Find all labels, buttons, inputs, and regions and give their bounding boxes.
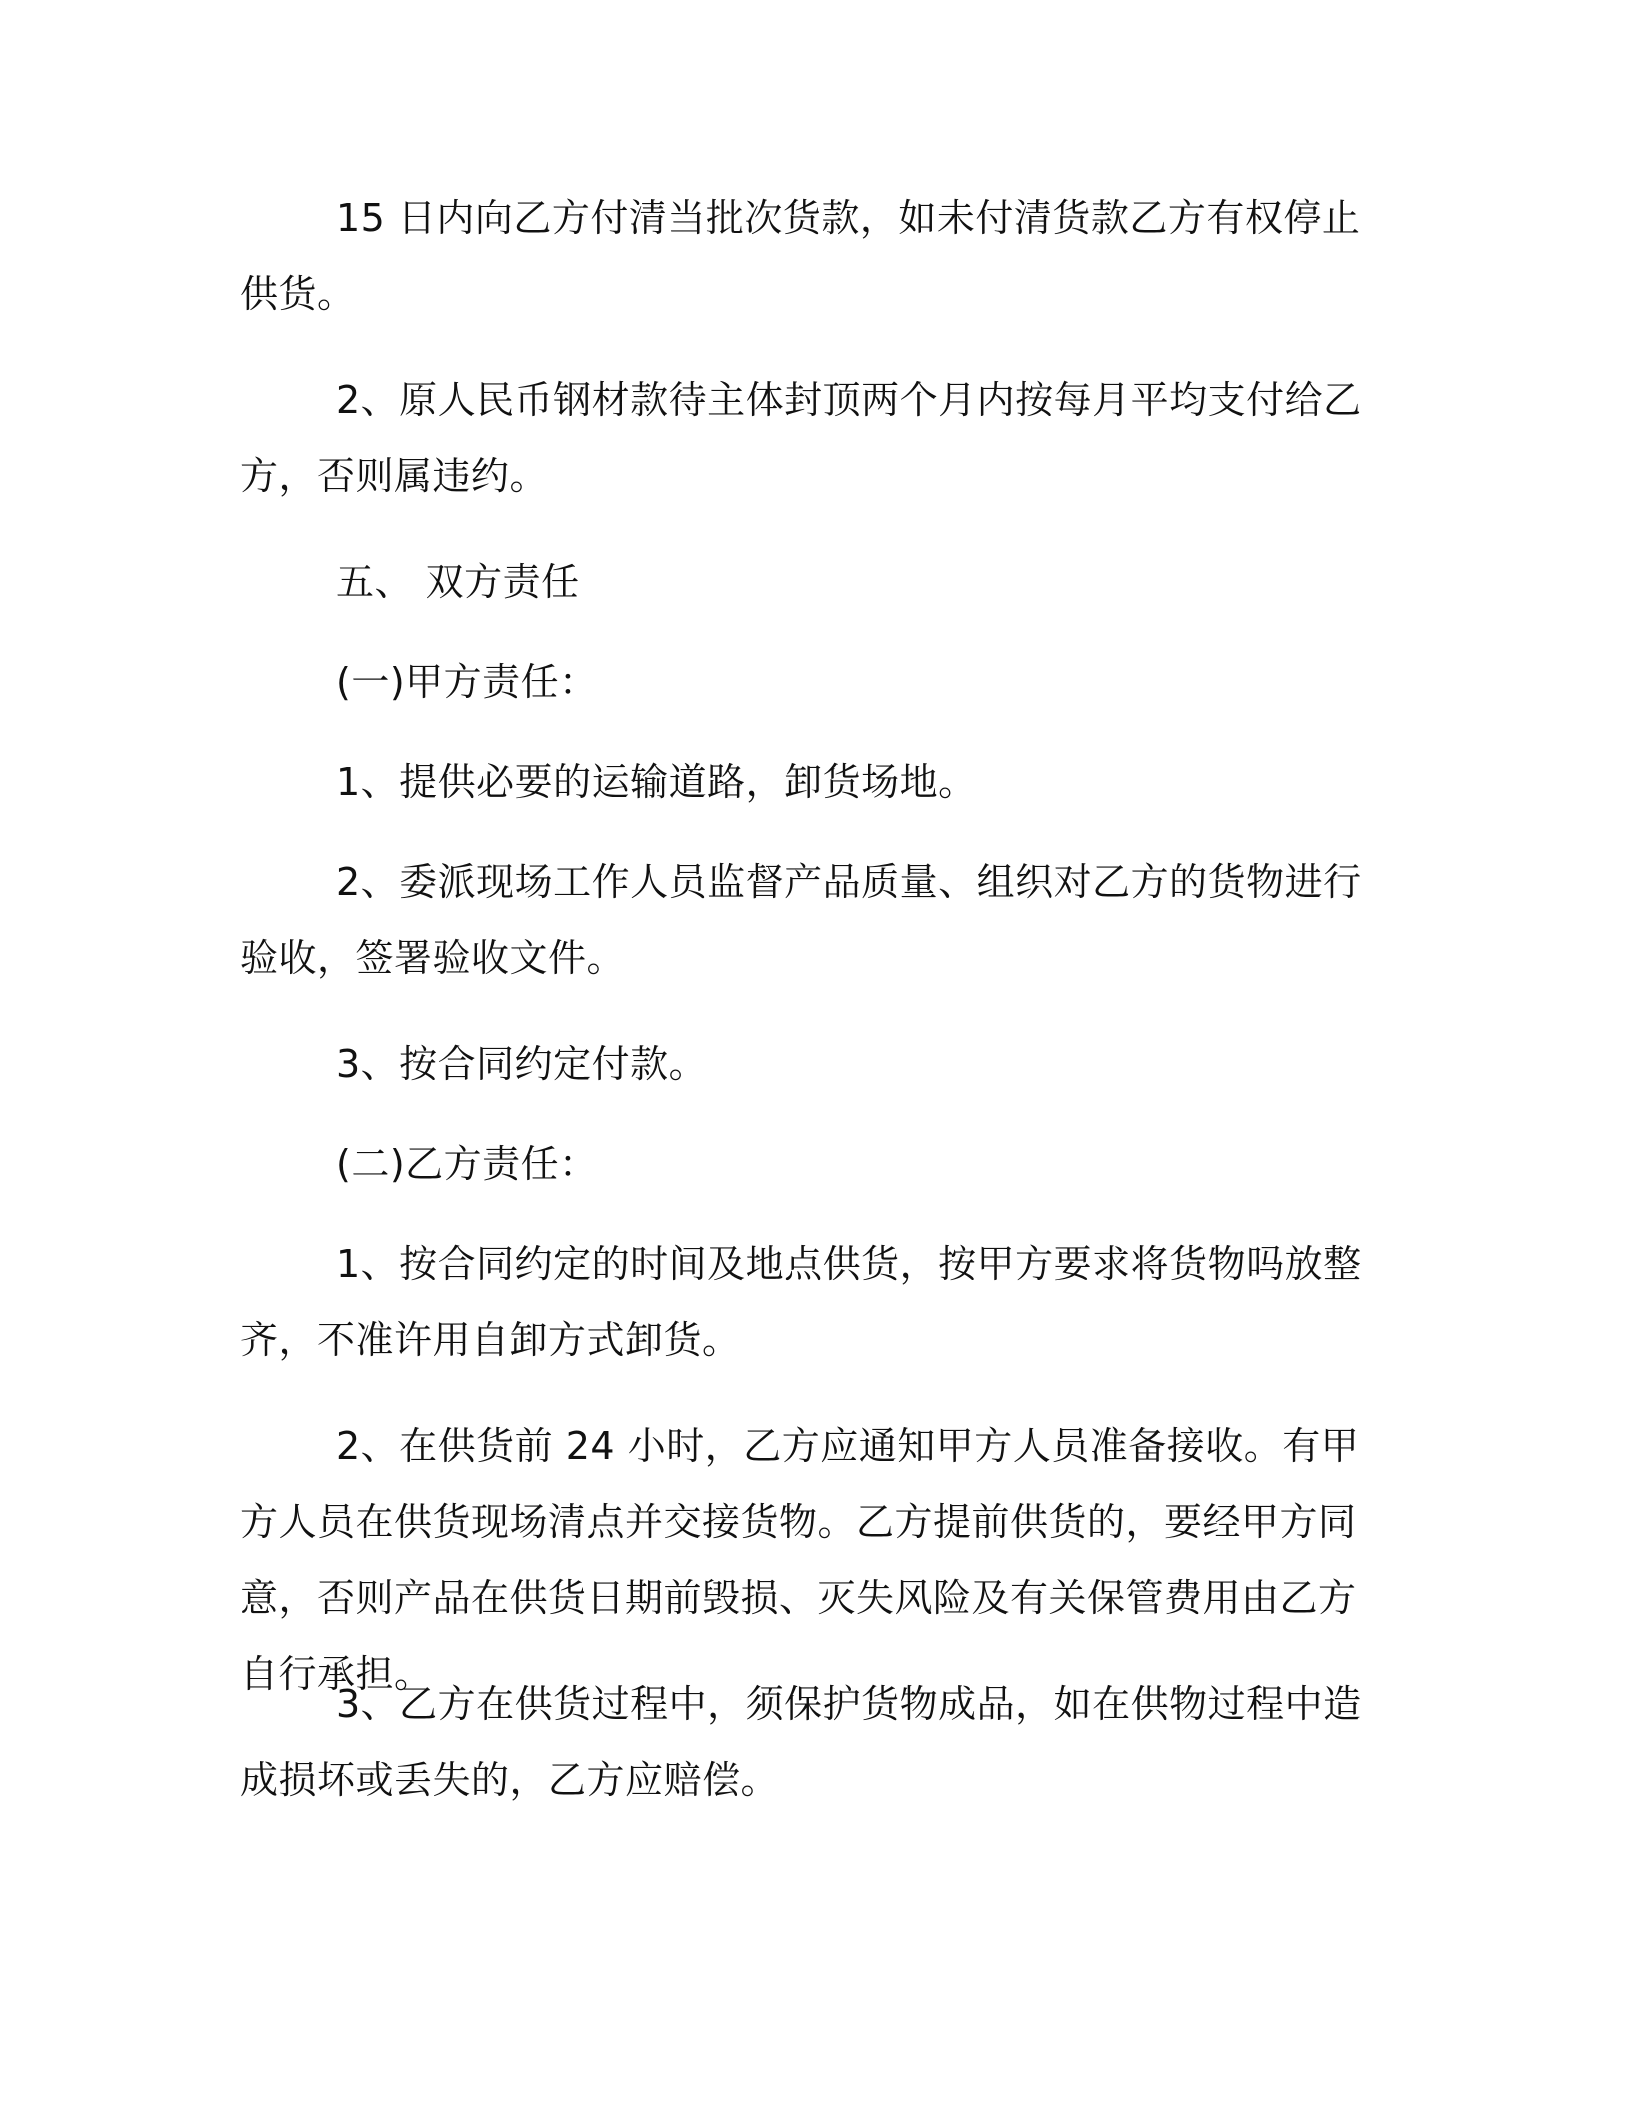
party-a-item-1: 1、提供必要的运输道路，卸货场地。 bbox=[336, 760, 977, 804]
section-heading-responsibilities: 五、 双方责任 bbox=[336, 560, 580, 604]
party-b-item-1: 1、按合同约定的时间及地点供货，按甲方要求将货物吗放整齐，不准许用自卸方式卸货。 bbox=[240, 1242, 1362, 1362]
paragraph-payment-continuation: 15 日内向乙方付清当批次货款，如未付清货款乙方有权停止供货。 bbox=[240, 196, 1361, 316]
paragraph-steel-payment: 2、原人民币钢材款待主体封顶两个月内按每月平均支付给乙方，否则属违约。 bbox=[240, 378, 1362, 498]
subsection-heading-party-a: (一)甲方责任： bbox=[336, 660, 598, 704]
party-b-item-3: 3、乙方在供货过程中，须保护货物成品，如在供物过程中造成损坏或丢失的，乙方应赔偿。 bbox=[240, 1682, 1362, 1802]
party-b-item-2: 2、在供货前 24 小时，乙方应通知甲方人员准备接收。有甲方人员在供货现场清点并交接货物。乙方提前供货的，要经甲方同意，否则产品在供货日期前毁损、灭失风险及有关保管费用由乙方自行承担。 bbox=[240, 1424, 1360, 1696]
subsection-heading-party-b: (二)乙方责任： bbox=[336, 1142, 598, 1186]
party-a-item-2: 2、委派现场工作人员监督产品质量、组织对乙方的货物进行验收，签署验收文件。 bbox=[240, 860, 1362, 980]
party-a-item-3: 3、按合同约定付款。 bbox=[336, 1042, 708, 1086]
